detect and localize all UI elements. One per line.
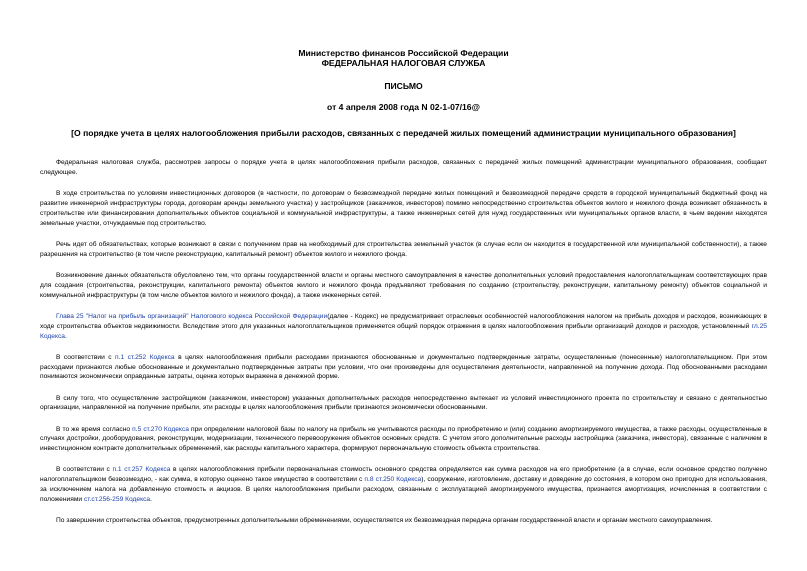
paragraph-8 bbox=[40, 425, 767, 455]
paragraph-6-text: в целях налогообложения прибыли расходами признаются обоснованные и документально подтвержденные затраты, осуществленные (понесенные) налогоплательщиком. При этом расходами признаются любые обоснованные и документально подтвержденные затраты при условии, что они произведены для осуществления деятельности, направленной на получение дохода. Под обоснованными расходами понимаются экономически оправданные затраты, оценка которых выражена в денежной форме. bbox=[40, 353, 767, 381]
paragraph-8-start: В то же время согласно bbox=[56, 425, 133, 433]
link-art252[interactable]: п.1 ст.252 Кодекса bbox=[115, 353, 175, 361]
link-art256-259[interactable]: ст.ст.256-259 Кодекса bbox=[83, 496, 151, 504]
paragraph-9-text-b: ), сооружение, изготовление, доставку и доведение до состояния, в котором оно пригодно для использования, за исключением налога на добавленную стоимость и акцизов. В целях налогообложения прибыли расходом, связанным с эксплуатацией амортизируемого имущества, признается амортизация, исчисленная в соответствии с положениями bbox=[40, 476, 767, 504]
paragraph-9 bbox=[40, 465, 767, 505]
paragraph-3: Речь идет об обязательствах, которые возникают в связи с получением прав на необходимый для строительства земельный участок (в случае если он находится в государственной или муниципальной собственности), а также разрешения на строительство (в том числе реконструкцию, капитальный ремонт) объектов жилого и нежилого фонда. bbox=[40, 240, 767, 258]
paragraph-9-start: В соответствии с bbox=[56, 466, 113, 474]
link-art257[interactable]: п.1 ст.257 Кодекса bbox=[112, 466, 171, 474]
paragraph-9-end: . bbox=[150, 496, 152, 504]
document-type: ПИСЬМО bbox=[384, 81, 423, 91]
paragraph-5-end: . bbox=[64, 332, 67, 340]
ministry-name: Министерство финансов Российской Федерации bbox=[298, 48, 509, 58]
document-date-number: от 4 апреля 2008 года N 02-1-07/16@ bbox=[327, 102, 480, 112]
link-chapter-25[interactable]: Глава 25 "Налог на прибыль организаций" Налогового кодекса Российской Федерации bbox=[56, 312, 328, 320]
paragraph-5-text: (далее - Кодекс) не предусматривает отраслевых особенностей налогообложения налогом на прибыль доходов и расходов, возникающих в ходе строительства объектов недвижимости. Вследствие этого для указанных налогоплательщиков применяется общий порядок отражения в целях налогообложения прибыли организаций доходов и расходов, установленный bbox=[40, 312, 767, 330]
link-art270[interactable]: п.5 ст.270 Кодекса bbox=[132, 425, 189, 433]
link-ch25-code[interactable]: гл.25 Кодекса bbox=[40, 322, 767, 340]
service-name: ФЕДЕРАЛЬНАЯ НАЛОГОВАЯ СЛУЖБА bbox=[321, 58, 486, 68]
paragraph-6-start: В соответствии с bbox=[56, 353, 116, 361]
paragraph-1: Федеральная налоговая служба, рассмотрев запросы о порядке учета в целях налогообложения прибыли расходов, связанных с передачей жилых помещений администрации муниципального образования, сообщает следующее. bbox=[40, 159, 767, 176]
paragraph-9-text-a: в целях налогообложения прибыли первоначальная стоимость основного средства определяется как сумма расходов на его приобретение (а в случае, если основное средство получено налогоплательщиком безвозмездно, - как сумма, в которую оценено такое имущество в соответствии с bbox=[40, 466, 767, 484]
paragraph-2: В ходе строительства по условиям инвестиционных договоров (в частности, по договорам о безвозмездной передаче жилых помещений и безвозмездной передаче средств в городской муниципальный бюджетный фонд на развитие инженерной инфраструктуры города, договорам аренды земельного участка) у застройщиков (заказчиков, инвесторов) помимо непосредственно строительства объектов жилого и нежилого фонда возникает обязанность в строительстве или финансировании дополнительных объектов социальной и коммунальной инфраструктуры, а также инженерных сетей для нужд государственных или муниципальных органов власти, в чьем ведении находятся земельные участки, отчуждаемые под строительство. bbox=[40, 190, 767, 227]
document-subject: [О порядке учета в целях налогообложения прибыли расходов, связанных с передачей жилых помещений администрации муниципального образования] bbox=[71, 128, 736, 138]
paragraph-5 bbox=[40, 312, 767, 342]
paragraph-10: По завершении строительства объектов, предусмотренных дополнительными обременениями, осуществляется их безвозмездная передача органам государственной власти и органам местного самоуправления. bbox=[56, 517, 713, 525]
link-art250[interactable]: п.8 ст.250 Кодекса bbox=[364, 476, 422, 484]
paragraph-8-text: при определении налоговой базы по налогу на прибыль не учитываются расходы по приобретению и (или) созданию амортизируемого имущества, а также расходы, осуществленные в случаях достройки, дооборудования, реконструкции, модернизации, технического перевооружения объектов основных средств. С учетом этого дополнительные расходы застройщика (заказчика, инвестора), связанные с наличием в инвестиционном контракте дополнительных обременений, как расходы капитального характера, формируют первоначальную стоимость объекта строительства. bbox=[40, 425, 768, 453]
letter-body bbox=[40, 158, 767, 537]
paragraph-6 bbox=[40, 353, 767, 383]
paragraph-7: В силу того, что осуществление застройщиком (заказчиком, инвестором) указанных дополнительных расходов непосредственно вытекает из условий инвестиционного проекта по строительству и связано с деятельностью организации, направленной на получение прибыли, эти расходы в целях налогообложения прибыли признаются экономически обоснованными. bbox=[40, 394, 767, 412]
paragraph-4: Возникновение данных обязательств обусловлено тем, что органы государственной власти и органы местного самоуправления в качестве дополнительных условий предоставления налогоплательщикам соответствующих прав для создания (строительства, реконструкции, капитального ремонта) объектов жилого и нежилого фонда предъявляют требования по созданию (строительству, реконструкции, капитальному ремонту) объектов социальной и коммунальной инфраструктуры (в том числе объектов жилого и нежилого фонда), а также инженерных сетей. bbox=[40, 271, 767, 299]
